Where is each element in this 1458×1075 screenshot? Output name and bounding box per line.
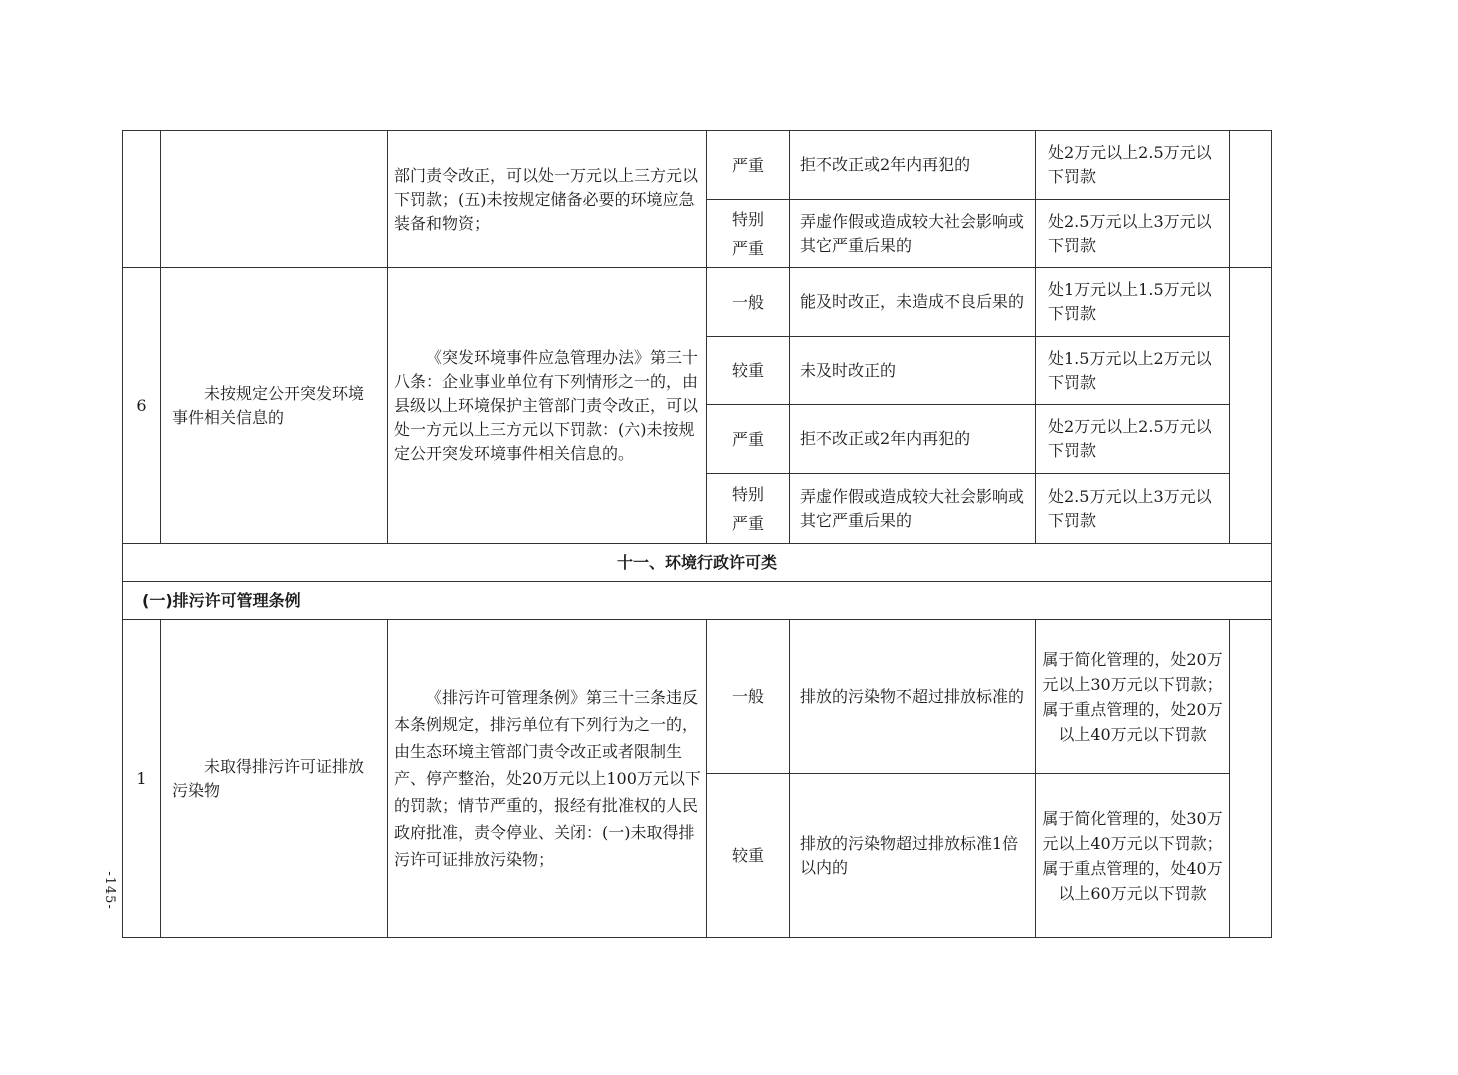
item-cell (161, 620, 388, 938)
circumstance-cell: 排放的污染物不超过排放标准的 (790, 620, 1036, 774)
basis-text: 部门责令改正，可以处一万元以上三方元以下罚款；(五)未按规定储备必要的环境应急装备和物资； (394, 165, 699, 233)
level-cell: 严重 (707, 131, 790, 200)
level-cell: 特别严重 (707, 474, 790, 544)
page-number: -145- (101, 870, 117, 910)
section-title: 十一、环境行政许可类 (123, 544, 1272, 582)
circumstance-cell: 排放的污染物超过排放标准1倍以内的 (790, 774, 1036, 938)
basis-cell (388, 268, 707, 544)
page-edge-line (122, 862, 123, 914)
circumstance-cell: 能及时改正，未造成不良后果的 (790, 268, 1036, 337)
remark-cell (1230, 620, 1272, 938)
basis-cell (388, 620, 707, 938)
item-cell (161, 131, 388, 268)
item-text: 未取得排污许可证排放污染物 (172, 756, 365, 800)
level-cell: 严重 (707, 405, 790, 474)
level-cell: 一般 (707, 620, 790, 774)
penalty-cell: 处1万元以上1.5万元以下罚款 (1036, 268, 1230, 337)
level-cell: 较重 (707, 337, 790, 405)
circumstance-cell: 未及时改正的 (790, 337, 1036, 405)
circumstance-cell: 弄虚作假或造成较大社会影响或其它严重后果的 (790, 200, 1036, 268)
penalty-cell: 处2.5万元以上3万元以下罚款 (1036, 474, 1230, 544)
penalty-cell: 属于简化管理的，处30万元以上40万元以下罚款；属于重点管理的，处40万以上60万元以下罚款 (1036, 774, 1230, 938)
basis-text: 《突发环境事件应急管理办法》第三十八条：企业事业单位有下列情形之一的，由县级以上环境保护主管部门责令改正，可以处一方元以上三方元以下罚款：(六)未按规定公开突发环境事件相关信息的。 (394, 347, 699, 463)
no-cell: 6 (123, 268, 161, 544)
circumstance-cell: 拒不改正或2年内再犯的 (790, 131, 1036, 200)
level-cell: 特别严重 (707, 200, 790, 268)
penalty-cell: 处2万元以上2.5万元以下罚款 (1036, 405, 1230, 474)
item-cell (161, 268, 388, 544)
basis-text: 《排污许可管理条例》第三十三条违反本条例规定，排污单位有下列行为之一的，由生态环境主管部门责令改正或者限制生产、停产整治，处20万元以上100万元以下的罚款；情节严重的，报经有批准权的人民政府批准，责令停业、关闭：(一)未取得排污许可证排放污染物； (394, 688, 701, 869)
item-text: 未按规定公开突发环境事件相关信息的 (172, 383, 365, 427)
subsection-row (123, 582, 1272, 620)
penalty-cell: 属于简化管理的，处20万元以上30万元以下罚款；属于重点管理的，处20万以上40万元以下罚款 (1036, 620, 1230, 774)
circumstance-cell: 拒不改正或2年内再犯的 (790, 405, 1036, 474)
no-cell (123, 131, 161, 268)
remark-cell (1230, 131, 1272, 268)
level-cell: 较重 (707, 774, 790, 938)
table-row (123, 620, 1272, 774)
subsection-title: (一)排污许可管理条例 (123, 582, 1272, 620)
no-cell: 1 (123, 620, 161, 938)
section-row (123, 544, 1272, 582)
penalty-cell: 处2.5万元以上3万元以下罚款 (1036, 200, 1230, 268)
penalty-cell: 处2万元以上2.5万元以下罚款 (1036, 131, 1230, 200)
basis-cell (388, 131, 707, 268)
circumstance-cell: 弄虚作假或造成较大社会影响或其它严重后果的 (790, 474, 1036, 544)
table-row (123, 131, 1272, 200)
penalty-table (122, 130, 1272, 938)
remark-cell (1230, 268, 1272, 544)
penalty-cell: 处1.5万元以上2万元以下罚款 (1036, 337, 1230, 405)
table-row (123, 268, 1272, 337)
level-cell: 一般 (707, 268, 790, 337)
